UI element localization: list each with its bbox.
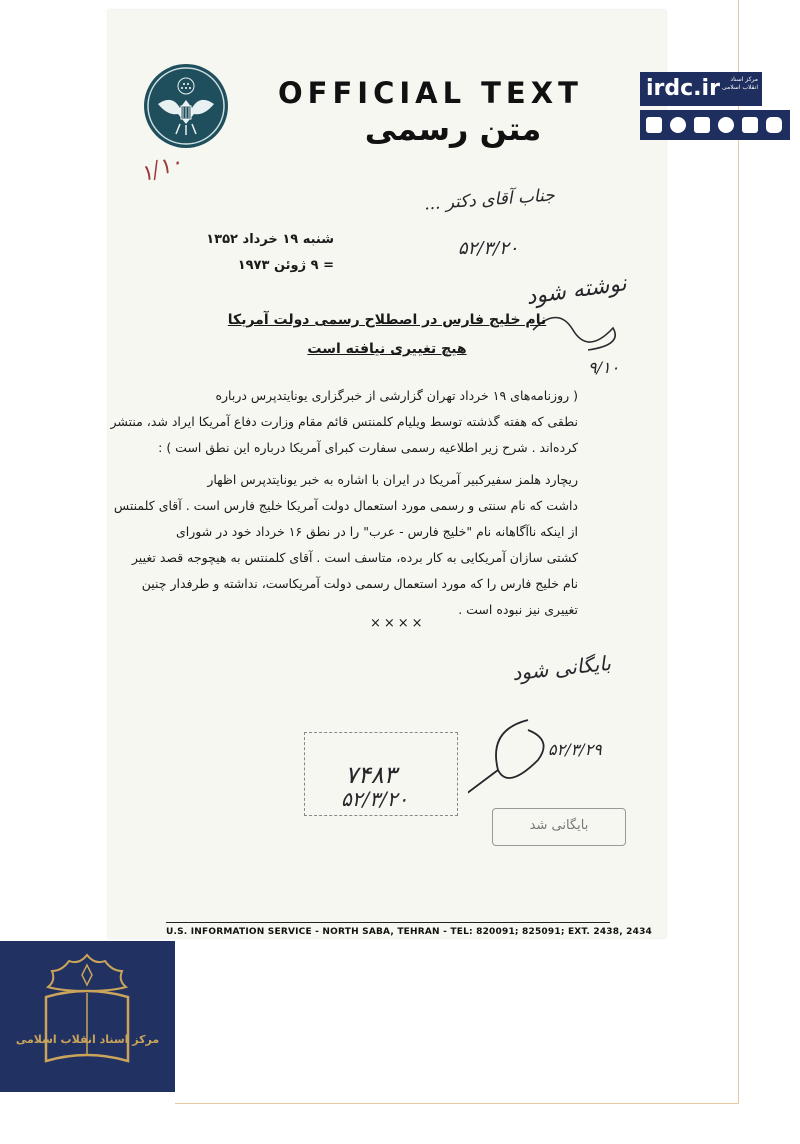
stamp-date: ۵۲/۳/۲۰ [341, 787, 409, 811]
registration-stamp [304, 732, 458, 816]
footer-divider [166, 922, 610, 923]
archive-stamp [492, 808, 626, 846]
official-text-heading: OFFICIAL TEXT [278, 76, 583, 110]
top-handwritten-date: ۵۲/۳/۲۰ [458, 238, 519, 259]
side-handwritten-code: ۹/۱۰ [588, 358, 620, 377]
side-handwritten-note: نوشته شود [524, 271, 629, 310]
body-line: کشتی سازان آمریکایی به کار برده، متاسف است . آقای کلمنتس به هیچوجه قصد تغییر [131, 550, 578, 565]
social-icons-bar [640, 110, 790, 140]
site-name-fa: مرکز اسناد انقلاب اسلامی [722, 76, 758, 91]
scanned-document [108, 10, 666, 938]
aparat-icon[interactable] [670, 117, 686, 133]
telegram-icon[interactable] [718, 117, 734, 133]
body-line: نام خلیج فارس را که مورد استعمال رسمی دولت آمریکاست، نداشته و طرفدار چنین [141, 576, 578, 591]
signature-note: بایگانی شود [511, 650, 612, 686]
body-line: تغییری نیز نبوده است . [458, 602, 578, 617]
body-line: از اینکه ناآگاهانه نام "خلیج فارس - عرب" را در نطق ۱۶ خرداد خود در شورای [175, 524, 578, 539]
body-line: نطقی که هفته گذشته توسط ویلیام کلمنتس قائم مقام وزارت دفاع آمریکا ایراد شد، منتشر [110, 414, 578, 429]
frame-line-right [738, 0, 739, 1104]
signature-date: ۵۲/۳/۲۹ [548, 740, 602, 759]
date-gregorian: = ۹ ژوئن ۱۹۷۳ [237, 258, 334, 273]
separator-marks: ×××× [370, 616, 426, 631]
frame-line-bottom [175, 1103, 739, 1104]
body-line: ریچارد هلمز سفیرکبیر آمریکا در ایران با اشاره به خبر یونایتدپرس اظهار [207, 472, 578, 487]
stamp-number: ۷۴۸۳ [345, 761, 397, 789]
eitaa-icon[interactable] [646, 117, 662, 133]
site-name: irdc.ir [646, 76, 720, 101]
logo-text: مرکز اسناد انقلاب اسلامی [15, 1033, 160, 1046]
bale-icon[interactable] [742, 117, 758, 133]
body-line: ( روزنامه‌های ۱۹ خرداد تهران گزارشی از خبرگزاری یونایتدپرس درباره [215, 388, 578, 403]
document-footer: U.S. INFORMATION SERVICE - NORTH SABA, TEHRAN - TEL: 820091; 825091; EXT. 2438, 2434 [166, 927, 653, 937]
rubika-icon[interactable] [694, 117, 710, 133]
us-seal-icon [144, 64, 228, 148]
body-line: کرده‌اند . شرح زیر اطلاعیه رسمی سفارت کبرای آمریکا درباره این نطق است ) : [158, 440, 578, 455]
official-text-heading-fa: متن رسمی [364, 110, 542, 148]
site-badge[interactable] [640, 72, 762, 106]
irdc-logo-icon [0, 941, 175, 1092]
document-title: نام خلیج فارس در اصطلاح رسمی دولت آمریکا [227, 312, 547, 328]
date-persian: شنبه ۱۹ خرداد ۱۳۵۲ [206, 232, 334, 247]
instagram-icon[interactable] [766, 117, 782, 133]
irdc-logo-block [0, 941, 175, 1092]
document-subtitle: هیچ تغییری نیافته است [307, 341, 467, 357]
body-line: داشت که نام سنتی و رسمی مورد استعمال دولت آمریکا خلیج فارس است . آقای کلمنتس [113, 498, 578, 513]
archive-stamp-label: بایگانی شد [529, 818, 589, 833]
margin-number: ۱/۱۰ [137, 149, 186, 188]
top-handwritten-note: جناب آقای دکتر ... [423, 185, 556, 215]
